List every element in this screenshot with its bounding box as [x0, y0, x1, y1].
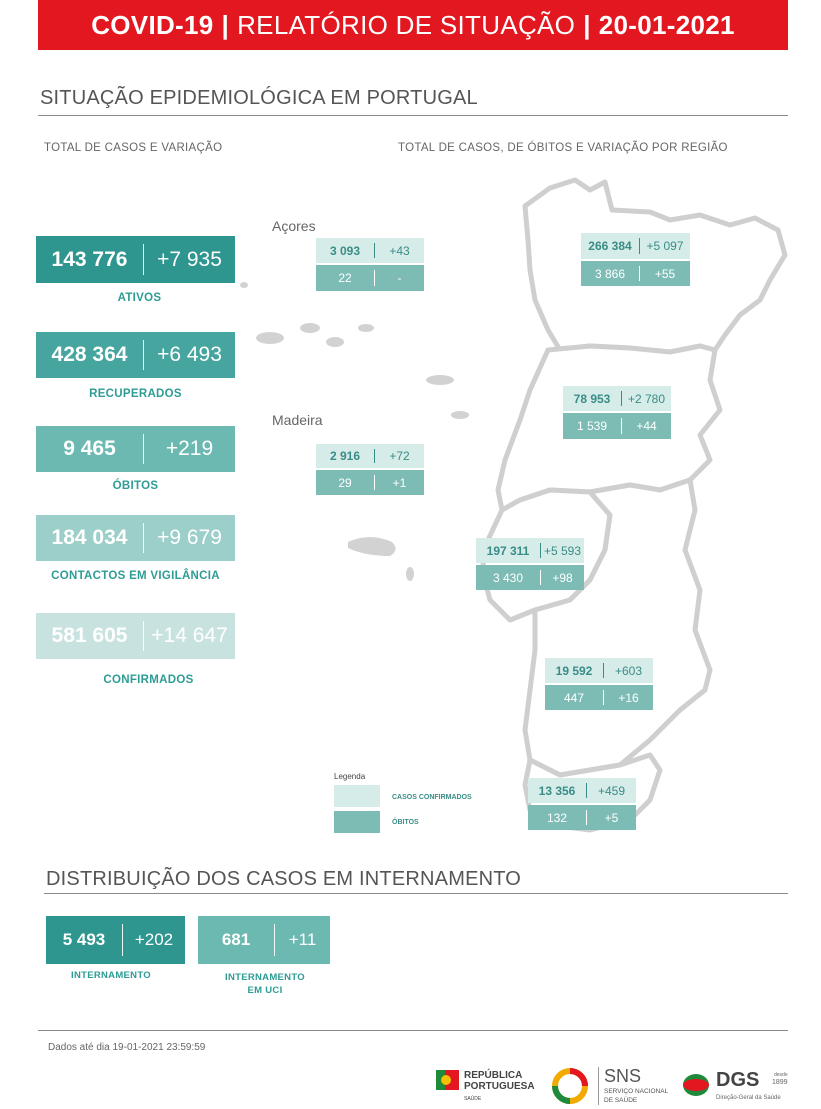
stat-label-obitos: ÓBITOS	[112, 480, 159, 492]
sns-ring-icon	[550, 1066, 590, 1106]
region-box-norte	[581, 233, 690, 286]
region-cases: 13 356	[538, 783, 576, 798]
dgs-since-year: 1899	[772, 1079, 788, 1086]
dgs-text: DGS	[716, 1069, 760, 1091]
hospital-label-line1: INTERNAMENTO	[225, 972, 305, 983]
region-box-algarve	[528, 778, 636, 830]
stat-card-recuperados	[36, 332, 235, 378]
region-cases: 78 953	[573, 391, 611, 406]
stat-value: 143 776	[51, 247, 128, 271]
region-deaths-variation: +16	[618, 690, 639, 705]
dgs-logo	[682, 1068, 794, 1108]
stat-card-contactos	[36, 515, 235, 561]
hospital-variation: +202	[134, 930, 174, 949]
hospital-label-internamento: INTERNAMENTO	[71, 970, 151, 981]
left-caption: TOTAL DE CASOS E VARIAÇÃO	[44, 142, 223, 154]
republica-line2: PORTUGUESA	[464, 1081, 535, 1092]
madeira-label: Madeira	[272, 412, 323, 428]
stat-card-ativos	[36, 236, 235, 283]
data-note-time: 23:59:59	[166, 1042, 206, 1053]
hospital-card-uci	[198, 916, 330, 964]
region-box-alentejo	[545, 658, 653, 710]
region-deaths: 3 430	[492, 570, 524, 585]
region-cases-variation: +5 593	[543, 543, 582, 558]
banner-subtitle: RELATÓRIO DE SITUAÇÃO	[237, 9, 576, 40]
region-deaths-variation: +1	[392, 475, 407, 490]
stat-label-confirmados: CONFIRMADOS	[103, 674, 194, 686]
region-deaths-variation: +44	[636, 419, 657, 433]
region-box-centro	[563, 386, 671, 439]
stat-variation: +9 679	[157, 526, 222, 549]
section-divider	[38, 115, 788, 116]
region-box-acores	[316, 238, 424, 291]
region-box-lvt	[476, 538, 584, 590]
region-cases-variation: +72	[389, 449, 410, 463]
stat-variation: +219	[165, 437, 214, 460]
region-deaths: 1 539	[576, 419, 608, 433]
stat-variation: +6 493	[157, 343, 222, 366]
stat-label-contactos: CONTACTOS EM VIGILÂNCIA	[51, 570, 220, 582]
stat-variation: +7 935	[157, 247, 222, 271]
azores-islands	[240, 282, 469, 419]
right-caption: TOTAL DE CASOS, DE ÓBITOS E VARIAÇÃO POR REGIÃO	[398, 142, 728, 154]
footer-divider	[38, 1030, 788, 1031]
legend-title: Legenda	[334, 772, 366, 781]
stat-label-ativos: ATIVOS	[117, 292, 162, 304]
legend-label-confirmed: CASOS CONFIRMADOS	[392, 794, 472, 801]
section-divider	[44, 893, 788, 894]
hospital-label-uci	[198, 971, 332, 997]
report-banner: COVID-19 | RELATÓRIO DE SITUAÇÃO | 20-01-2021	[38, 0, 788, 50]
data-note	[48, 1042, 205, 1053]
legend-swatch-confirmed	[334, 785, 380, 807]
region-cases: 19 592	[555, 663, 593, 678]
hospital-variation: +11	[288, 930, 317, 949]
hospital-card-internamento	[46, 916, 185, 964]
stat-value: 428 364	[51, 343, 128, 366]
stat-card-obitos	[36, 426, 235, 472]
region-deaths-variation: +5	[604, 810, 619, 825]
banner-date: 20-01-2021	[598, 9, 735, 40]
region-deaths-variation: -	[397, 271, 402, 285]
republica-portuguesa-logo	[436, 1066, 546, 1106]
region-cases-variation: +2 780	[627, 391, 666, 406]
section-title-hospital: DISTRIBUIÇÃO DOS CASOS EM INTERNAMENTO	[46, 868, 522, 890]
hospital-label-line2: EM UCI	[247, 985, 283, 996]
region-cases: 197 311	[486, 543, 530, 558]
sns-line2: DE SAÚDE	[604, 1097, 638, 1104]
region-cases-variation: +603	[614, 663, 643, 678]
region-deaths-variation: +98	[552, 570, 573, 585]
sns-text: SNS	[604, 1066, 642, 1086]
data-note-prefix: Dados até dia	[48, 1042, 110, 1053]
stat-value: 184 034	[51, 526, 128, 549]
azores-label: Açores	[272, 218, 316, 234]
dgs-since-label: desde	[774, 1072, 788, 1078]
republica-line1: REPÚBLICA	[464, 1070, 523, 1081]
section-title-situation: SITUAÇÃO EPIDEMIOLÓGICA EM PORTUGAL	[40, 87, 478, 109]
banner-title: COVID-19	[91, 9, 214, 40]
region-deaths-variation: +55	[654, 266, 676, 281]
stat-value: 581 605	[51, 624, 128, 647]
stat-card-confirmados	[36, 613, 235, 659]
data-note-date: 19-01-2021	[112, 1042, 164, 1053]
dgs-emblem-icon	[682, 1072, 712, 1098]
stat-label-recuperados: RECUPERADOS	[89, 388, 182, 400]
region-cases-variation: +5 097	[646, 239, 684, 253]
flag-shield-icon	[436, 1068, 460, 1094]
dgs-subtitle: Direção-Geral da Saúde	[716, 1095, 781, 1101]
republica-line3: SAÚDE	[464, 1096, 482, 1102]
legend-swatch-deaths	[334, 811, 380, 833]
hospital-value: 5 493	[62, 930, 106, 949]
region-box-madeira	[316, 444, 424, 495]
region-deaths: 132	[546, 810, 568, 825]
region-deaths: 447	[563, 690, 585, 705]
hospital-value: 681	[221, 930, 251, 949]
region-deaths: 29	[338, 475, 352, 490]
region-cases-variation: +43	[389, 243, 410, 258]
legend-label-deaths: ÓBITOS	[392, 819, 419, 826]
region-cases: 3 093	[329, 243, 361, 258]
region-cases-variation: +459	[597, 783, 626, 798]
region-cases: 2 916	[329, 449, 361, 463]
sns-line1: SERVIÇO NACIONAL	[604, 1088, 669, 1095]
region-deaths: 22	[338, 271, 352, 285]
madeira-islands	[348, 537, 414, 581]
region-cases: 266 384	[588, 239, 632, 253]
stat-value: 9 465	[63, 437, 116, 460]
sns-logo	[550, 1066, 670, 1108]
region-deaths: 3 866	[594, 266, 626, 281]
stat-variation: +14 647	[151, 624, 228, 647]
